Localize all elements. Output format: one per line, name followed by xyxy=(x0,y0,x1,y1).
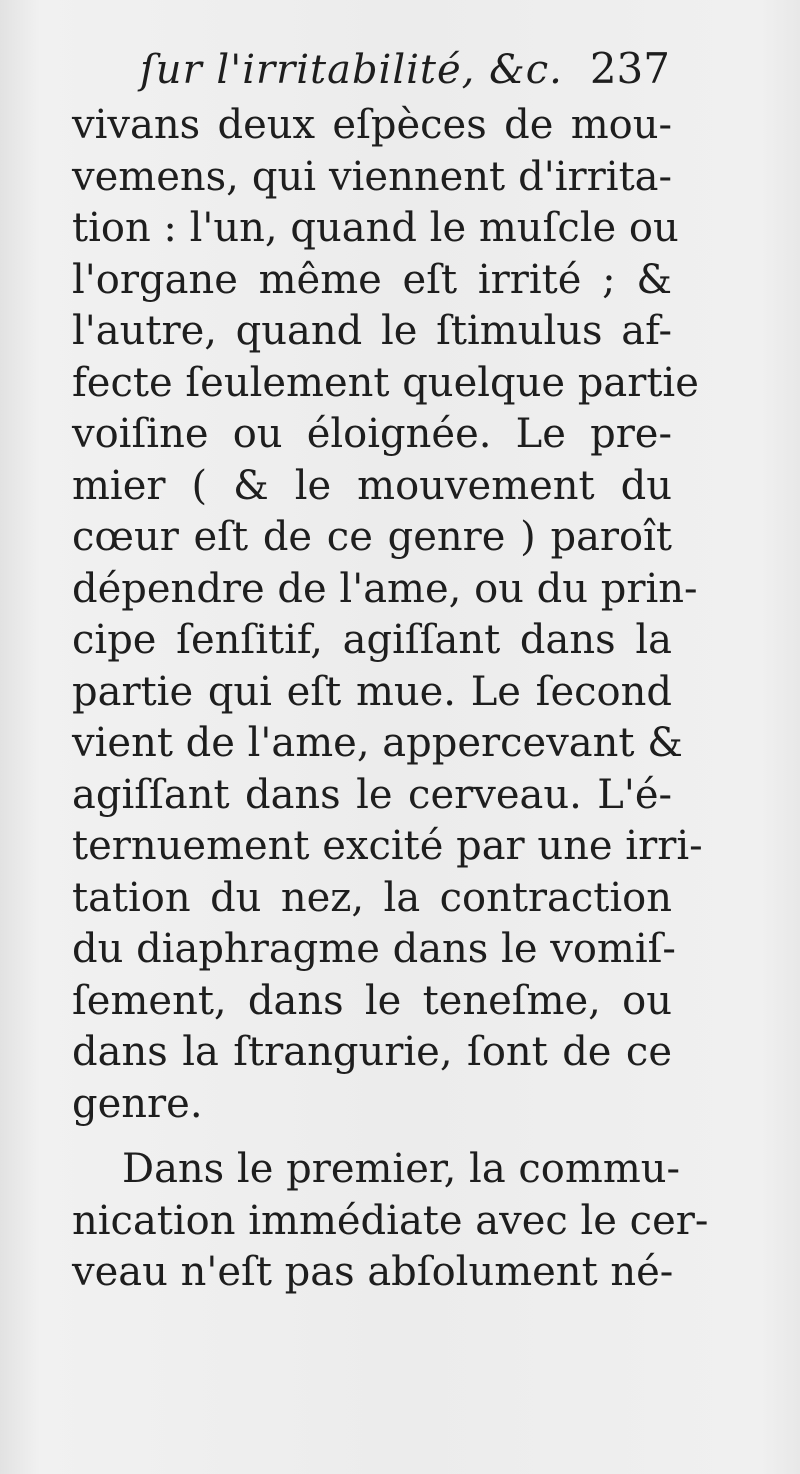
text-line: cœur eſt de ce genre ) paroît xyxy=(72,514,672,560)
text-line: partie qui eſt mue. Le ſecond xyxy=(72,668,672,715)
text-line: dans la ſtrangurie, ſont de ce xyxy=(72,1029,672,1075)
text-line: fecte ſeulement quelque partie xyxy=(72,359,699,406)
text-line: tation du nez, la contraction xyxy=(72,874,672,921)
paragraph-2 xyxy=(72,1144,709,1299)
text-line: dépendre de l'ame, ou du prin- xyxy=(72,565,698,612)
text-line: mier ( & le mouvement du xyxy=(72,462,672,509)
text-line: voiſine ou éloignée. Le pre- xyxy=(72,411,672,457)
paragraph-1 xyxy=(72,100,703,1130)
page-header xyxy=(140,44,670,104)
text-line: vemens, qui viennent d'irrita- xyxy=(72,153,672,200)
text-line: nication immédiate avec le cer- xyxy=(72,1197,709,1244)
text-line: vivans deux eſpèces de mou- xyxy=(72,102,672,148)
body-text xyxy=(72,100,709,1299)
page-number: 237 xyxy=(589,44,670,93)
text-line: l'organe même eſt irrité ; & xyxy=(72,256,672,303)
paragraph-gap xyxy=(72,1130,672,1144)
text-line: Dans le premier, la commu- xyxy=(122,1146,681,1192)
text-line: ſement, dans le teneſme, ou xyxy=(72,977,672,1024)
text-line: du diaphragme dans le vomiſ- xyxy=(72,926,676,972)
text-line: l'autre, quand le ſtimulus af- xyxy=(72,308,672,354)
text-line: vient de l'ame, appercevant & xyxy=(72,720,683,766)
text-line: ternuement excité par une irri- xyxy=(72,823,703,869)
text-line: tion : l'un, quand le muſcle ou xyxy=(72,205,679,251)
text-line: agiſſant dans le cerveau. L'é- xyxy=(72,771,672,818)
text-line: veau n'eſt pas abſolument né- xyxy=(72,1249,674,1295)
running-title: ſur l'irritabilité, &c. xyxy=(140,47,563,93)
text-line: genre. xyxy=(72,1080,203,1127)
text-line: cipe ſenſitif, agiſſant dans la xyxy=(72,617,672,663)
